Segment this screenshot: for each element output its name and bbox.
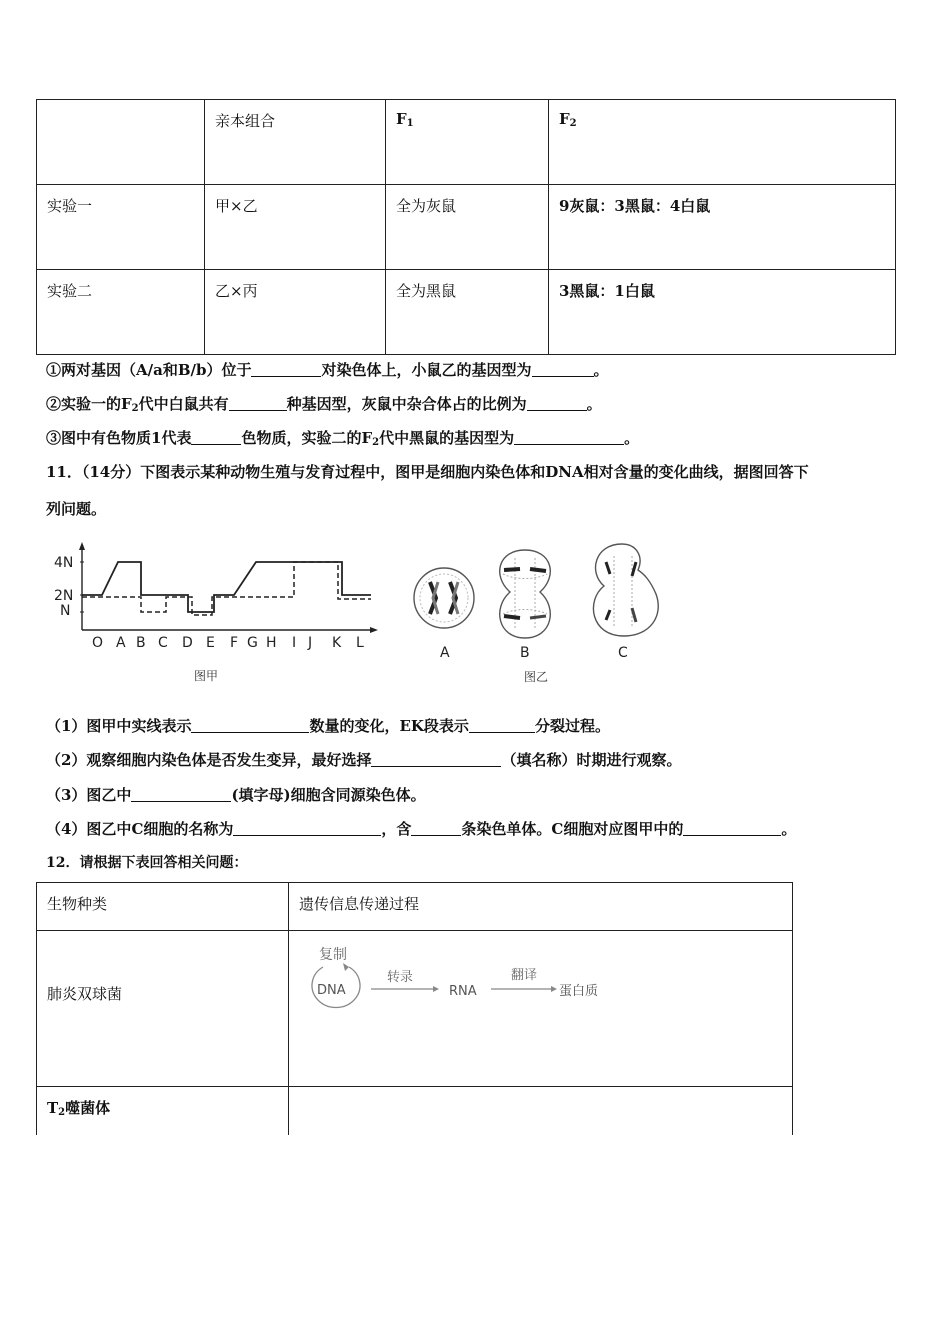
flow-protein-label: 蛋白质 (559, 984, 599, 999)
cell-label-a: A (440, 645, 450, 661)
x-label: A (116, 635, 126, 651)
answer-blank[interactable] (191, 429, 241, 445)
transcription-arrow-head (433, 986, 439, 992)
x-label: H (266, 635, 277, 651)
answer-blank[interactable] (229, 395, 287, 411)
row-f2: 3黑鼠：1白鼠 (549, 270, 896, 355)
x-label: G (247, 635, 258, 651)
row-f1: 全为灰鼠 (386, 185, 549, 270)
cell-label-b: B (520, 645, 530, 661)
q11-part-3: （3）图乙中 (填字母)细胞含同源染色体。 (46, 786, 426, 804)
y-axis-arrow (79, 542, 85, 550)
flow-translation-label: 翻译 (511, 968, 538, 983)
row-process (289, 931, 793, 1087)
translation-arrow-head (551, 986, 557, 992)
x-label: D (182, 635, 193, 651)
row-name: $T_2$噬菌体 (37, 1087, 289, 1135)
flow-dna-label: DNA (317, 983, 346, 998)
table-row (37, 931, 793, 1087)
row-process (289, 1087, 793, 1135)
flow-diagram (301, 939, 621, 1029)
answer-blank[interactable] (411, 820, 461, 836)
table2-header-process: 遗传信息传递过程 (289, 883, 793, 931)
table1-header-blank (37, 100, 205, 185)
figure-jia-graph (46, 540, 386, 690)
cross-experiment-table (36, 99, 896, 355)
q10-line-3: ③图中有色物质1代表 色物质，实验二的$F_2$代中黑鼠的基因型为 。 (46, 429, 640, 448)
x-label: C (158, 635, 168, 651)
y-label-4n: 4N (54, 555, 74, 571)
x-label: J (308, 635, 313, 651)
x-label: K (332, 635, 342, 651)
figure-yi-cells (400, 536, 690, 691)
table1-header-f1: $F_1$ (386, 100, 549, 185)
replication-arrow (343, 963, 349, 971)
q11-stem-line-1: 11．（14分）下图表示某种动物生殖与发育过程中，图甲是细胞内染色体和DNA相对含量的变化曲线，据图回答下 (46, 463, 809, 481)
flow-replication-label: 复制 (319, 947, 347, 963)
table-row (37, 185, 896, 270)
answer-blank[interactable] (469, 717, 535, 733)
figure-jia-caption: 图甲 (194, 669, 219, 683)
q11-part-1: （1）图甲中实线表示 数量的变化，EK段表示 分裂过程。 (46, 717, 610, 735)
q11-stem-line-2: 列问题。 (46, 500, 107, 518)
flow-transcription-label: 转录 (387, 970, 414, 985)
figure-yi-caption: 图乙 (524, 670, 549, 684)
row-parents: 甲×乙 (205, 185, 386, 270)
y-label-2n: 2N (54, 588, 74, 604)
answer-blank[interactable] (371, 751, 501, 767)
dashed-curve (82, 562, 371, 615)
answer-blank[interactable] (532, 361, 594, 377)
answer-blank[interactable] (191, 717, 309, 733)
answer-blank[interactable] (131, 786, 231, 802)
y-label-n: N (60, 603, 71, 619)
table-row (37, 270, 896, 355)
q10-line-2: ②实验一的$F_2$代中白鼠共有 种基因型，灰鼠中杂合体占的比例为 。 (46, 395, 602, 414)
cell-c-drawing (593, 544, 658, 636)
x-label: I (292, 635, 297, 651)
answer-blank[interactable] (233, 820, 381, 836)
table-row (37, 1087, 793, 1135)
answer-blank[interactable] (251, 361, 321, 377)
row-name: 实验一 (37, 185, 205, 270)
row-f1: 全为黑鼠 (386, 270, 549, 355)
flow-rna-label: RNA (449, 984, 477, 999)
q10-line-1: ①两对基因（A/a和B/b）位于 对染色体上，小鼠乙的基因型为 。 (46, 361, 609, 379)
q11-part-4: （4）图乙中C细胞的名称为 ，含 条染色单体。C细胞对应图甲中的 。 (46, 820, 797, 838)
cell-a-drawing (414, 568, 474, 628)
cell-b-drawing (500, 550, 551, 638)
row-name: 实验二 (37, 270, 205, 355)
table1-header-parents: 亲本组合 (205, 100, 386, 185)
row-parents: 乙×丙 (205, 270, 386, 355)
q11-part-2: （2）观察细胞内染色体是否发生变异，最好选择 （填名称）时期进行观察。 (46, 751, 682, 769)
x-axis-arrow (370, 627, 378, 633)
solid-curve (82, 562, 371, 612)
table2-header-species: 生物种类 (37, 883, 289, 931)
q12-stem: 12．请根据下表回答相关问题： (46, 855, 248, 871)
x-label: L (356, 635, 364, 651)
cell-label-c: C (618, 645, 628, 661)
answer-blank[interactable] (514, 429, 624, 445)
x-label: B (136, 635, 146, 651)
row-name: 肺炎双球菌 (37, 931, 289, 1087)
answer-blank[interactable] (683, 820, 781, 836)
genetic-info-table (36, 882, 793, 1135)
row-f2: 9灰鼠：3黑鼠：4白鼠 (549, 185, 896, 270)
x-label: F (230, 635, 239, 651)
x-label: O (92, 635, 104, 651)
answer-blank[interactable] (527, 395, 587, 411)
table1-header-f2: $F_2$ (549, 100, 896, 185)
x-label: E (206, 635, 215, 651)
